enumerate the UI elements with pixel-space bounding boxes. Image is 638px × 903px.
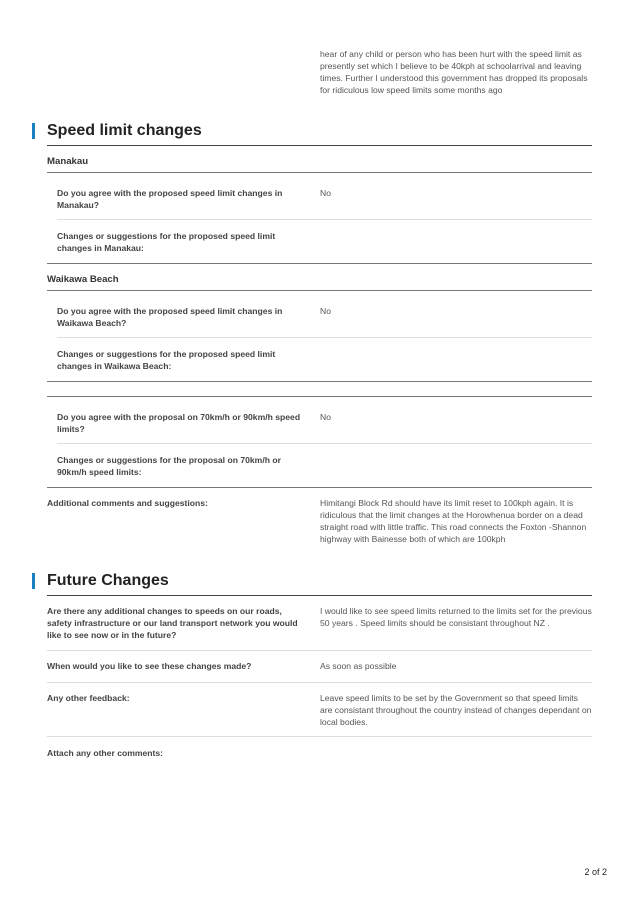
subsection-rule <box>47 290 592 291</box>
question-manakau-suggestions: Changes or suggestions for the proposed speed limit changes in Manakau: <box>57 231 276 253</box>
answer-70-90-agree: No <box>320 412 331 422</box>
row-divider <box>47 736 592 737</box>
answer-when-changes: As soon as possible <box>320 661 397 671</box>
section-title-speed-limit-changes: Speed limit changes <box>47 122 202 139</box>
answer-other-feedback: Leave speed limits to be set by the Government so that speed limits are consistant throughout the country instead of changes dependant on local bodies. <box>320 693 592 727</box>
row-divider <box>57 337 592 338</box>
question-waikawa-suggestions: Changes or suggestions for the proposed speed limit changes in Waikawa Beach: <box>57 349 276 371</box>
row-divider <box>57 443 592 444</box>
question-70-90-suggestions: Changes or suggestions for the proposal on 70km/h or 90km/h speed limits: <box>57 455 281 477</box>
section-rule <box>47 145 592 146</box>
question-70-90-agree: Do you agree with the proposal on 70km/h or 90km/h speed limits? <box>57 412 301 434</box>
section-accent-bar <box>32 573 35 589</box>
previous-answer-continuation: hear of any child or person who has been hurt with the speed limit as presently set which I believe to be 40kph at schoolarrival and leaving times. Further I understood this government has dropped its proposals for ridiculous low speed limits some months ago <box>320 49 588 95</box>
section-rule <box>47 595 592 596</box>
subsection-rule <box>47 381 592 382</box>
subsection-rule <box>47 172 592 173</box>
answer-additional-comments: Himitangi Block Rd should have its limit reset to 100kph again. It is ridiculous that the limit changes at the Horowhenua border on a dead straight road with little traffic. This road connects the Foxton -Shannon highway with Bainesse both of which are 100kph <box>320 498 587 544</box>
subsection-rule <box>47 263 592 264</box>
subsection-rule <box>47 487 592 488</box>
row-divider <box>47 682 592 683</box>
answer-waikawa-agree: No <box>320 306 331 316</box>
subsection-waikawa-beach: Waikawa Beach <box>47 274 119 285</box>
page-number: 2 of 2 <box>584 867 607 877</box>
answer-additional-changes: I would like to see speed limits returned to the limits set for the previous 50 years . Speed limits should be consistant throughout NZ . <box>320 606 592 628</box>
question-other-feedback: Any other feedback: <box>47 693 130 703</box>
subsection-rule <box>47 396 592 397</box>
question-when-changes: When would you like to see these changes made? <box>47 661 252 671</box>
question-additional-comments: Additional comments and suggestions: <box>47 498 208 508</box>
row-divider <box>57 219 592 220</box>
answer-manakau-agree: No <box>320 188 331 198</box>
question-waikawa-agree: Do you agree with the proposed speed limit changes in Waikawa Beach? <box>57 306 283 328</box>
question-manakau-agree: Do you agree with the proposed speed limit changes in Manakau? <box>57 188 283 210</box>
question-attach-comments: Attach any other comments: <box>47 748 164 758</box>
section-title-future-changes: Future Changes <box>47 572 169 589</box>
subsection-manakau: Manakau <box>47 156 89 167</box>
section-accent-bar <box>32 123 35 139</box>
question-additional-changes: Are there any additional changes to speeds on our roads, safety infrastructure or our land transport network you would like to see now or in the future? <box>47 606 298 640</box>
row-divider <box>47 650 592 651</box>
